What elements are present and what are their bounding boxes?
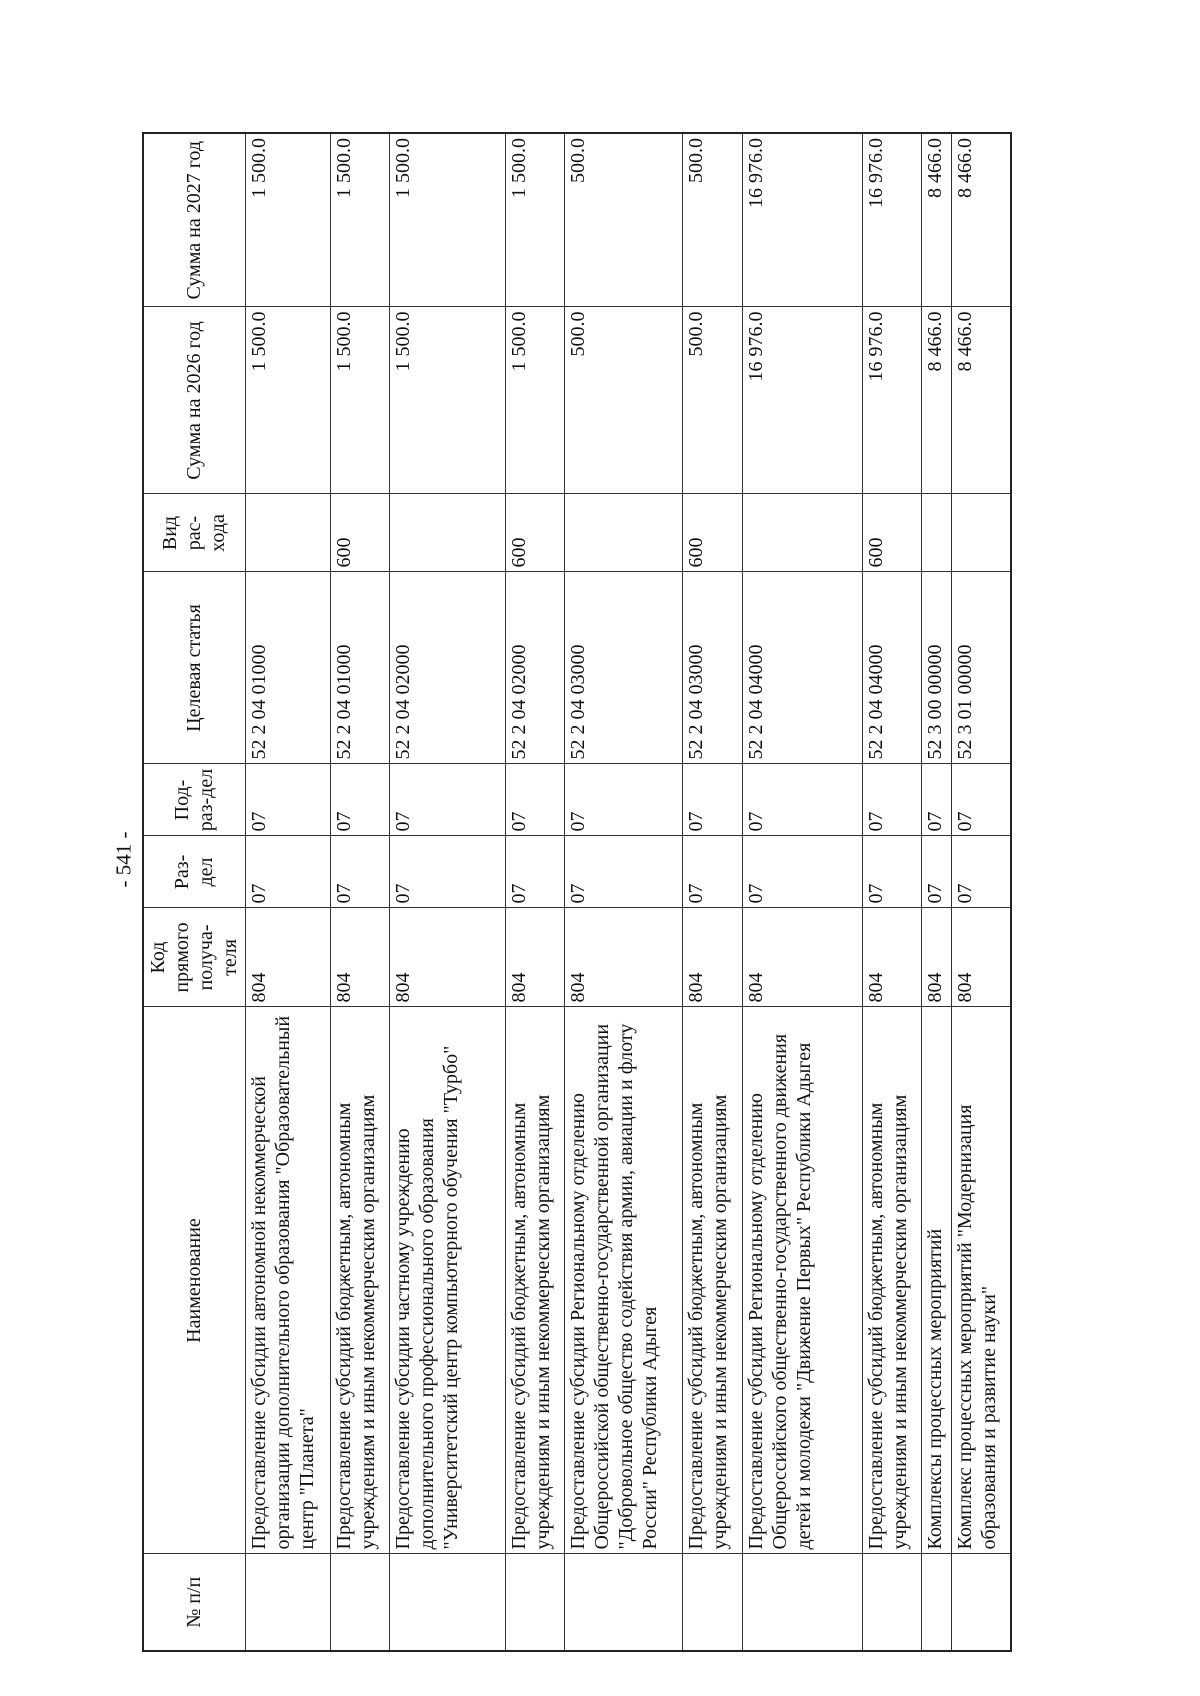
cell-subsection: 07 [743, 764, 862, 836]
cell-subsection: 07 [564, 764, 682, 836]
cell-section: 07 [683, 836, 743, 908]
cell-sum-2027: 16 976.0 [862, 133, 921, 307]
cell-num [245, 1554, 330, 1651]
cell-target-article: 52 2 04 03000 [564, 572, 682, 764]
cell-expense-type: 600 [862, 494, 921, 572]
cell-target-article: 52 3 00 00000 [921, 572, 952, 764]
cell-target-article: 52 2 04 04000 [743, 572, 862, 764]
cell-sum-2027: 1 500.0 [505, 133, 564, 307]
cell-target-article: 52 2 04 01000 [330, 572, 389, 764]
table-row [505, 133, 564, 1651]
cell-section: 07 [952, 836, 1011, 908]
cell-sum-2026: 1 500.0 [245, 307, 330, 494]
cell-sum-2027: 500.0 [564, 133, 682, 307]
cell-num [564, 1554, 682, 1651]
table-row [952, 133, 1011, 1651]
cell-section: 07 [564, 836, 682, 908]
cell-sum-2026: 500.0 [683, 307, 743, 494]
cell-expense-type: 600 [505, 494, 564, 572]
cell-subsection: 07 [389, 764, 505, 836]
cell-sum-2027: 1 500.0 [330, 133, 389, 307]
cell-recipient-code: 804 [743, 908, 862, 1007]
header-expense-type: Вид рас-хода [143, 494, 245, 572]
cell-num [330, 1554, 389, 1651]
cell-sum-2027: 16 976.0 [743, 133, 862, 307]
cell-name: Предоставление субсидии Региональному отделению Общероссийской общественно-государственной организации "Добровольное общество содействия армии, авиации и флоту России" Республики Адыгея [564, 1007, 682, 1554]
cell-name: Предоставление субсидий бюджетным, автономным учреждениям и иным некоммерческим организациям [862, 1007, 921, 1554]
cell-num [683, 1554, 743, 1651]
cell-subsection: 07 [330, 764, 389, 836]
cell-target-article: 52 2 04 02000 [505, 572, 564, 764]
cell-name: Предоставление субсидий бюджетным, автономным учреждениям и иным некоммерческим организациям [683, 1007, 743, 1554]
cell-expense-type: 600 [330, 494, 389, 572]
cell-expense-type [952, 494, 1011, 572]
cell-sum-2026: 1 500.0 [505, 307, 564, 494]
cell-subsection: 07 [505, 764, 564, 836]
table-row [743, 133, 862, 1651]
cell-num [952, 1554, 1011, 1651]
cell-recipient-code: 804 [683, 908, 743, 1007]
cell-section: 07 [330, 836, 389, 908]
table-row [683, 133, 743, 1651]
cell-sum-2027: 500.0 [683, 133, 743, 307]
cell-section: 07 [862, 836, 921, 908]
table-row [921, 133, 952, 1651]
cell-recipient-code: 804 [564, 908, 682, 1007]
cell-sum-2027: 1 500.0 [245, 133, 330, 307]
cell-section: 07 [245, 836, 330, 908]
cell-expense-type: 600 [683, 494, 743, 572]
cell-num [389, 1554, 505, 1651]
cell-section: 07 [921, 836, 952, 908]
header-section: Раз-дел [143, 836, 245, 908]
cell-recipient-code: 804 [330, 908, 389, 1007]
cell-sum-2026: 500.0 [564, 307, 682, 494]
cell-subsection: 07 [683, 764, 743, 836]
cell-name: Предоставление субсидии автономной некоммерческой организации дополнительного образования "Образовательный центр "Планета" [245, 1007, 330, 1554]
rotated-table-container [142, 134, 1012, 1652]
header-subsection: Под-раз-дел [143, 764, 245, 836]
cell-recipient-code: 804 [921, 908, 952, 1007]
cell-expense-type [921, 494, 952, 572]
cell-target-article: 52 2 04 03000 [683, 572, 743, 764]
cell-recipient-code: 804 [245, 908, 330, 1007]
header-sum-2026: Сумма на 2026 год [143, 307, 245, 494]
table-row [564, 133, 682, 1651]
cell-recipient-code: 804 [505, 908, 564, 1007]
cell-sum-2026: 8 466.0 [921, 307, 952, 494]
cell-subsection: 07 [245, 764, 330, 836]
header-name: Наименование [143, 1007, 245, 1554]
cell-name: Предоставление субсидии Региональному отделению Общероссийского общественно-государственного движения детей и молодежи "Движение Первых" Республики Адыгея [743, 1007, 862, 1554]
cell-sum-2026: 8 466.0 [952, 307, 1011, 494]
cell-target-article: 52 3 01 00000 [952, 572, 1011, 764]
header-recipient-code: Код прямого получа-теля [143, 908, 245, 1007]
table-row [389, 133, 505, 1651]
cell-num [921, 1554, 952, 1651]
table-row [862, 133, 921, 1651]
cell-expense-type [564, 494, 682, 572]
cell-sum-2027: 1 500.0 [389, 133, 505, 307]
cell-sum-2026: 1 500.0 [389, 307, 505, 494]
cell-subsection: 07 [862, 764, 921, 836]
cell-expense-type [743, 494, 862, 572]
header-num: № п/п [143, 1554, 245, 1651]
cell-expense-type [245, 494, 330, 572]
table-row [245, 133, 330, 1651]
cell-recipient-code: 804 [389, 908, 505, 1007]
cell-num [505, 1554, 564, 1651]
cell-target-article: 52 2 04 01000 [245, 572, 330, 764]
cell-name: Предоставление субсидий бюджетным, автономным учреждениям и иным некоммерческим организациям [330, 1007, 389, 1554]
header-target-article: Целевая статья [143, 572, 245, 764]
cell-subsection: 07 [921, 764, 952, 836]
cell-subsection: 07 [952, 764, 1011, 836]
cell-section: 07 [389, 836, 505, 908]
cell-expense-type [389, 494, 505, 572]
header-sum-2027: Сумма на 2027 год [143, 133, 245, 307]
cell-recipient-code: 804 [862, 908, 921, 1007]
cell-name: Комплекс процессных мероприятий "Модернизация образования и развитие науки" [952, 1007, 1011, 1554]
cell-name: Комплексы процессных мероприятий [921, 1007, 952, 1554]
table-header-row [143, 133, 245, 1651]
cell-sum-2027: 8 466.0 [952, 133, 1011, 307]
cell-num [743, 1554, 862, 1651]
budget-table [142, 132, 1012, 1652]
cell-section: 07 [505, 836, 564, 908]
cell-target-article: 52 2 04 02000 [389, 572, 505, 764]
cell-sum-2026: 1 500.0 [330, 307, 389, 494]
cell-target-article: 52 2 04 04000 [862, 572, 921, 764]
table-row [330, 133, 389, 1651]
page-number: - 541 - [111, 831, 136, 887]
cell-section: 07 [743, 836, 862, 908]
cell-sum-2027: 8 466.0 [921, 133, 952, 307]
cell-recipient-code: 804 [952, 908, 1011, 1007]
cell-sum-2026: 16 976.0 [743, 307, 862, 494]
cell-name: Предоставление субсидий бюджетным, автономным учреждениям и иным некоммерческим организациям [505, 1007, 564, 1554]
cell-name: Предоставление субсидии частному учреждению дополнительного профессионального образования "Университетский центр компьютерного обучения "Турбо" [389, 1007, 505, 1554]
cell-sum-2026: 16 976.0 [862, 307, 921, 494]
cell-num [862, 1554, 921, 1651]
